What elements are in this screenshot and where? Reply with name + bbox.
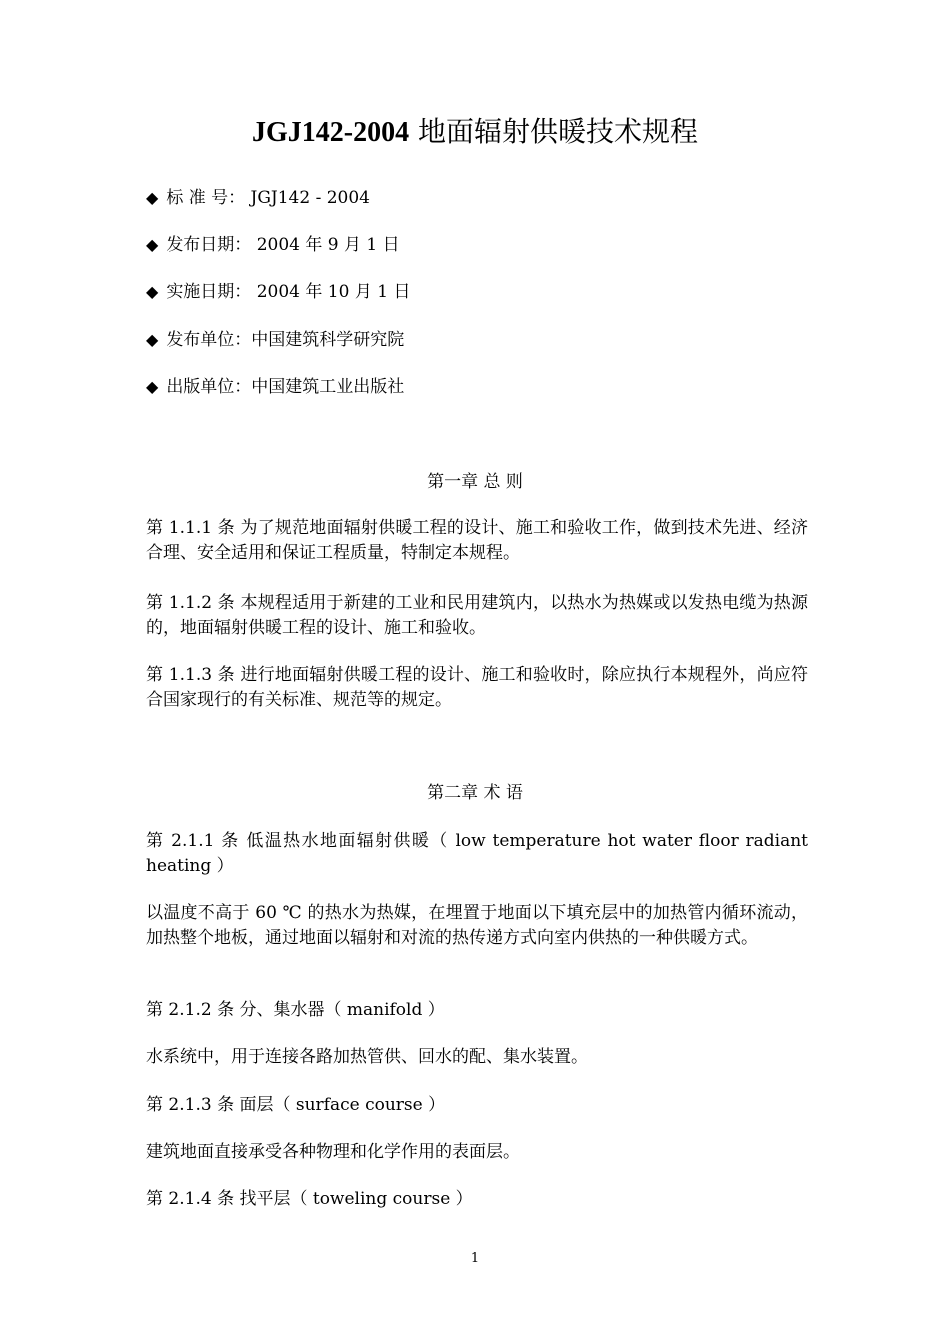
- meta-publish-date: [146, 233, 400, 257]
- meta-text: 发布单位：中国建筑科学研究院: [166, 330, 405, 350]
- meta-text: 实施日期： 2004 年 10 月 1 日: [166, 282, 411, 302]
- chapter-2-heading: 第二章 术 语: [427, 783, 523, 803]
- clause-1-1-3: 第 1.1.3 条 进行地面辐射供暖工程的设计、施工和验收时，除应执行本规程外，尚应符合国家现行的有关标准、规范等的规定。: [146, 665, 808, 710]
- meta-standard-number: [146, 186, 370, 210]
- diamond-bullet-icon: ◆: [146, 188, 159, 207]
- document-title: [0, 112, 950, 153]
- clause-2-1-1-title: 第 2.1.1 条 低温热水地面辐射供暖（ low temperature hot water floor radiant heating ）: [146, 831, 808, 876]
- clause-2-1-3-title: 第 2.1.3 条 面层（ surface course ）: [146, 1095, 446, 1115]
- clause-2-1-3-body: 建筑地面直接承受各种物理和化学作用的表面层。: [146, 1142, 520, 1162]
- meta-publisher: [146, 375, 404, 399]
- meta-text: 发布日期： 2004 年 9 月 1 日: [166, 235, 400, 255]
- meta-text: 标 准 号： JGJ142 - 2004: [166, 188, 370, 208]
- title-text: 地面辐射供暖技术规程: [409, 115, 698, 148]
- chapter-1-heading: 第一章 总 则: [427, 472, 523, 492]
- diamond-bullet-icon: ◆: [146, 282, 159, 301]
- clause-1-1-1: 第 1.1.1 条 为了规范地面辐射供暖工程的设计、施工和验收工作，做到技术先进、经济合理、安全适用和保证工程质量，特制定本规程。: [146, 518, 808, 563]
- page-number: 1: [470, 1251, 480, 1266]
- clause-2-1-2-title: 第 2.1.2 条 分、集水器（ manifold ）: [146, 1000, 445, 1020]
- title-code: JGJ142-2004: [251, 117, 410, 148]
- meta-effective-date: [146, 280, 410, 304]
- clause-2-1-2-body: 水系统中，用于连接各路加热管供、回水的配、集水装置。: [146, 1047, 588, 1067]
- diamond-bullet-icon: ◆: [146, 377, 159, 396]
- clause-2-1-1-body: 以温度不高于 60 ℃ 的热水为热媒，在埋置于地面以下填充层中的加热管内循环流动，加热整个地板，通过地面以辐射和对流的热传递方式向室内供热的一种供暖方式。: [146, 903, 808, 948]
- diamond-bullet-icon: ◆: [146, 235, 159, 254]
- diamond-bullet-icon: ◆: [146, 330, 159, 349]
- meta-issuer: [146, 328, 404, 352]
- clause-2-1-4-title: 第 2.1.4 条 找平层（ toweling course ）: [146, 1189, 473, 1209]
- clause-1-1-2: 第 1.1.2 条 本规程适用于新建的工业和民用建筑内，以热水为热媒或以发热电缆为热源的，地面辐射供暖工程的设计、施工和验收。: [146, 593, 808, 638]
- meta-text: 出版单位：中国建筑工业出版社: [166, 377, 405, 397]
